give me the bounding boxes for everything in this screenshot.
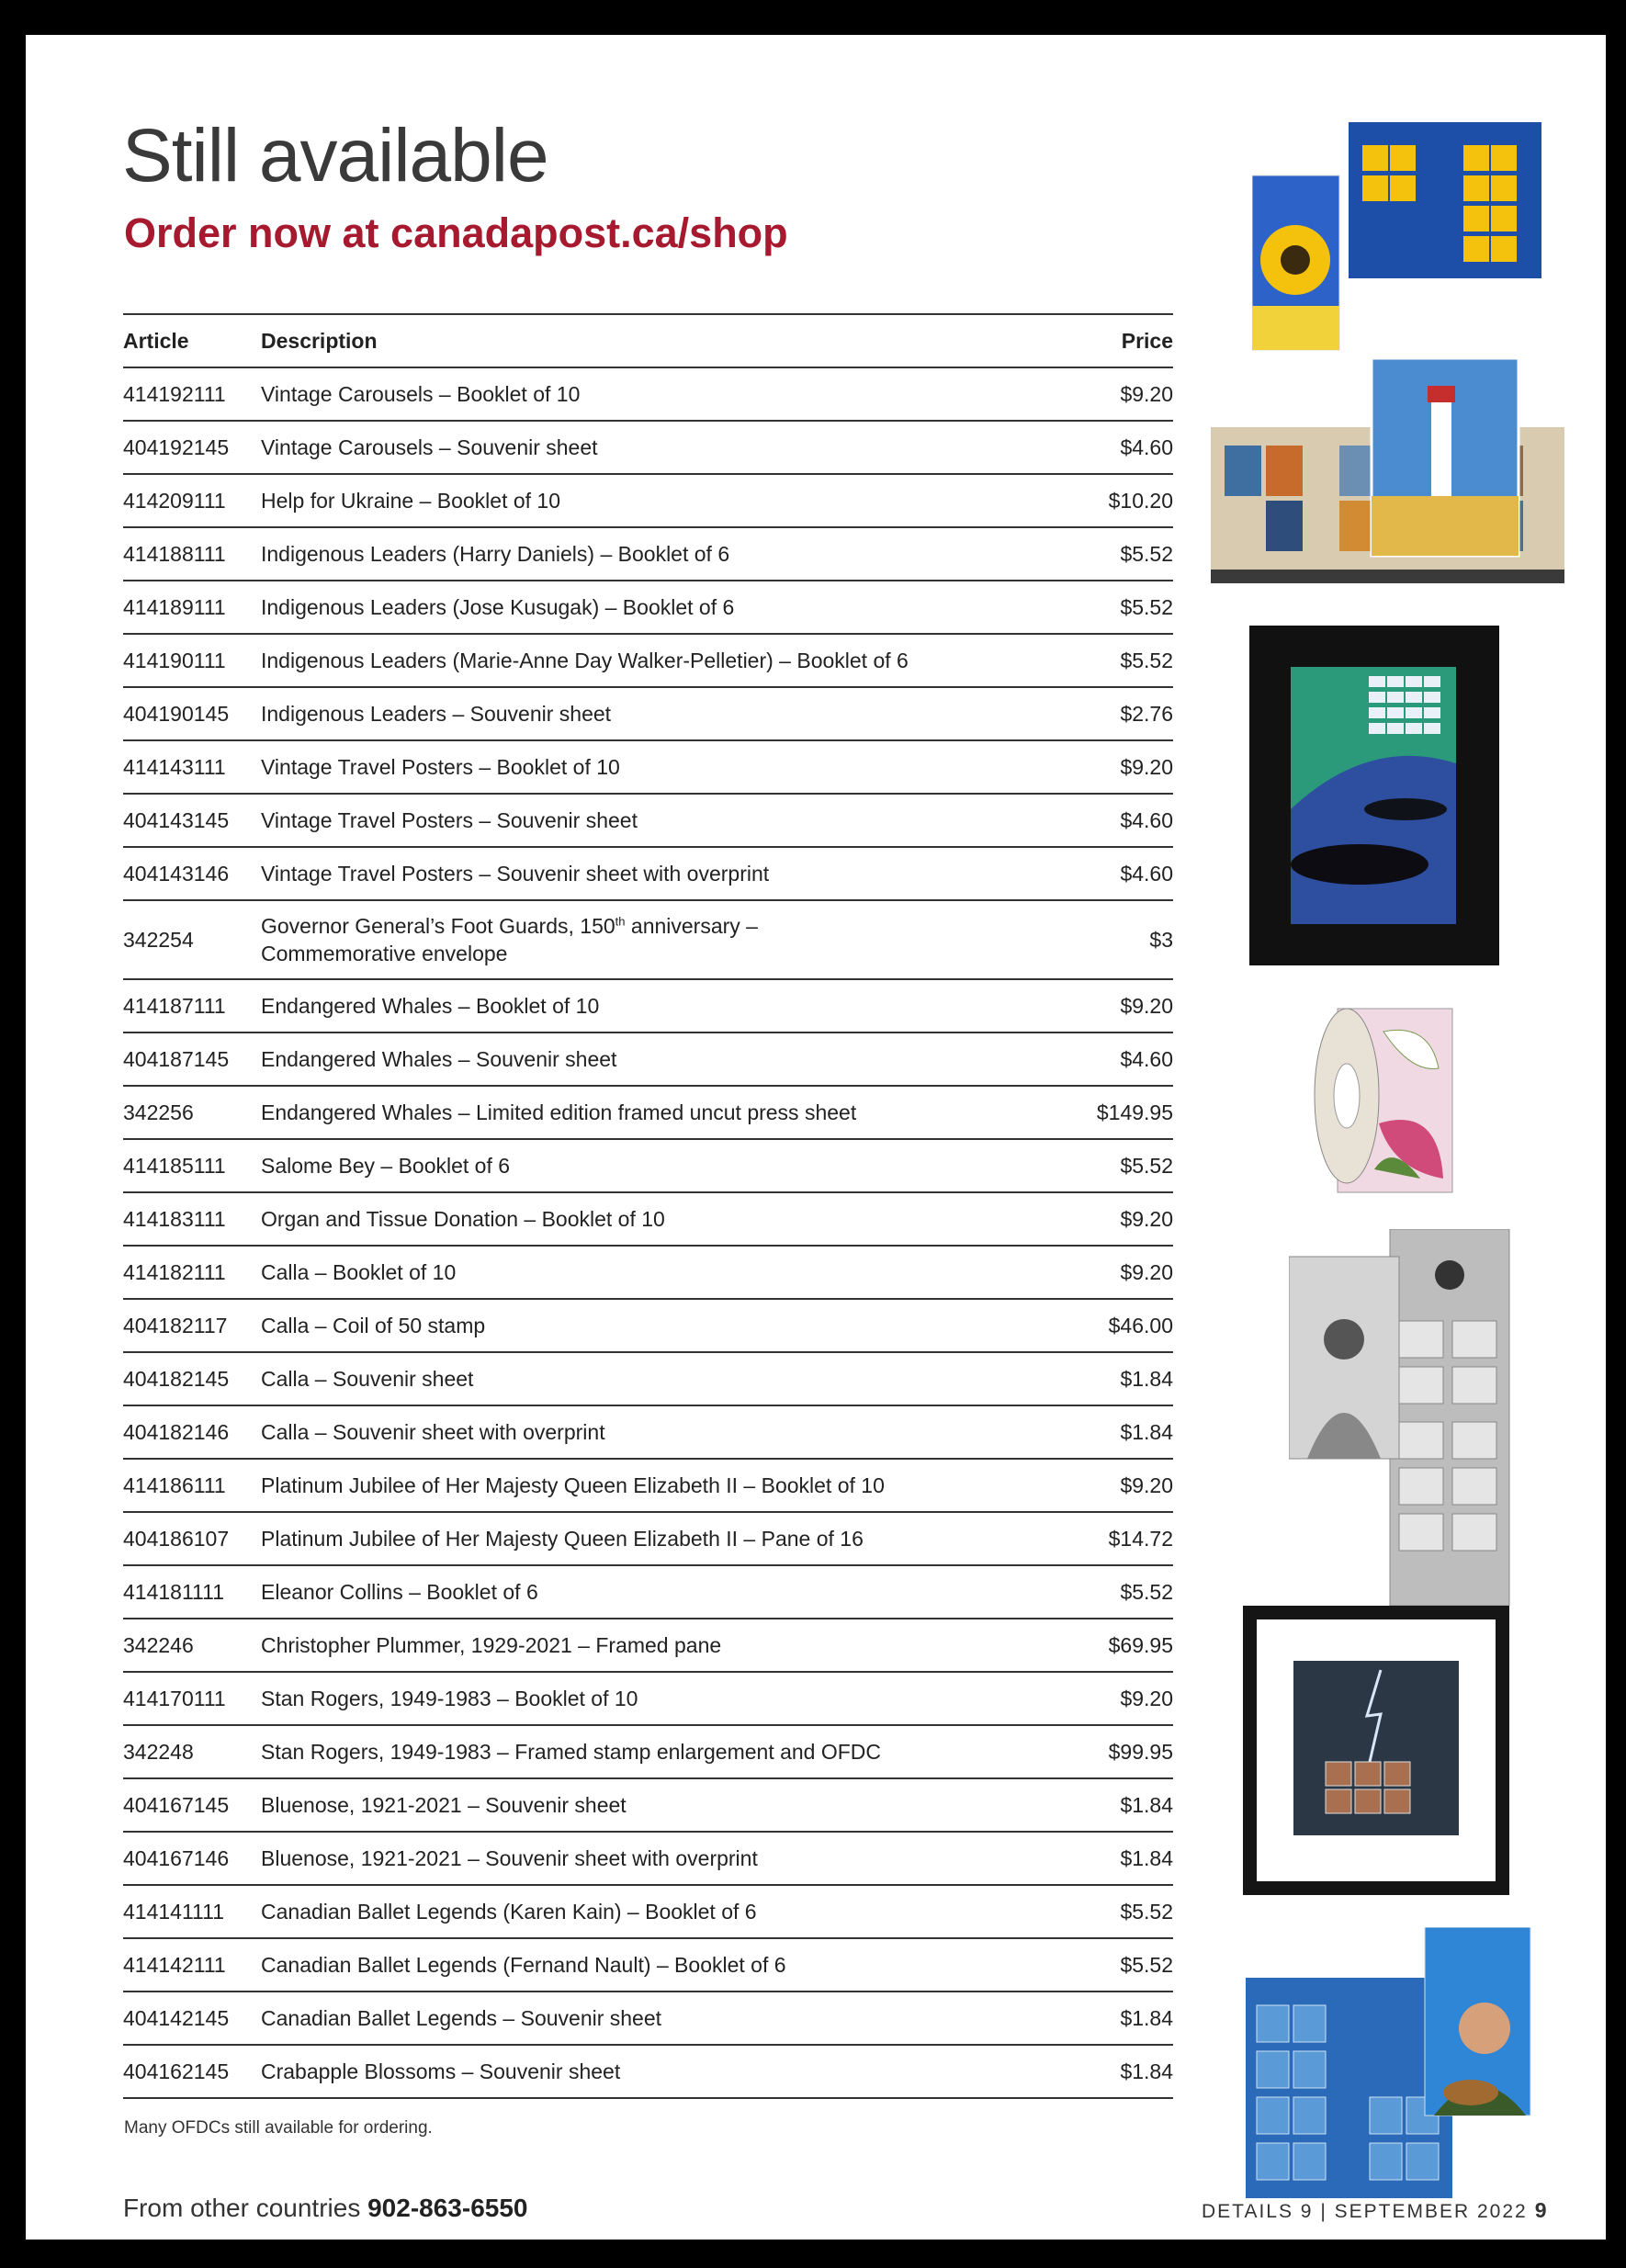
- column-header-article: Article: [123, 315, 261, 367]
- price-cell: $1.84: [1054, 2045, 1173, 2098]
- table-row: [123, 527, 1173, 581]
- price-cell: $2.76: [1054, 687, 1173, 740]
- description-cell: Vintage Carousels – Souvenir sheet: [261, 421, 1054, 474]
- table-row: [123, 1405, 1173, 1459]
- footer-phone-number: 902-863-6550: [367, 2194, 528, 2222]
- description-text: Governor General’s Foot Guards, 150: [261, 914, 615, 938]
- article-cell: 414187111: [123, 979, 261, 1032]
- table-row: [123, 900, 1173, 979]
- table-row: [123, 1885, 1173, 1938]
- description-cell: Bluenose, 1921-2021 – Souvenir sheet with overprint: [261, 1832, 1054, 1885]
- article-cell: 414182111: [123, 1246, 261, 1299]
- article-cell: 414183111: [123, 1192, 261, 1246]
- price-cell: $99.95: [1054, 1725, 1173, 1778]
- article-cell: 414185111: [123, 1139, 261, 1192]
- article-cell: 414189111: [123, 581, 261, 634]
- table-row: [123, 1565, 1173, 1619]
- description-cell: Endangered Whales – Booklet of 10: [261, 979, 1054, 1032]
- table-body: [123, 367, 1173, 2098]
- description-cell: Indigenous Leaders (Marie-Anne Day Walker-Pelletier) – Booklet of 6: [261, 634, 1054, 687]
- description-cell: Platinum Jubilee of Her Majesty Queen Elizabeth II – Booklet of 10: [261, 1459, 1054, 1512]
- price-cell: $5.52: [1054, 1139, 1173, 1192]
- description-cell: Calla – Booklet of 10: [261, 1246, 1054, 1299]
- table-header-row: [123, 315, 1173, 367]
- price-cell: $3: [1054, 900, 1173, 979]
- article-cell: 414188111: [123, 527, 261, 581]
- price-cell: $9.20: [1054, 979, 1173, 1032]
- table-row: [123, 979, 1173, 1032]
- price-cell: $5.52: [1054, 581, 1173, 634]
- table-row: [123, 1299, 1173, 1352]
- table-row: [123, 474, 1173, 527]
- table-row: [123, 1032, 1173, 1086]
- table-row: [123, 687, 1173, 740]
- price-cell: $5.52: [1054, 634, 1173, 687]
- table-row: [123, 1352, 1173, 1405]
- description-cell: Calla – Souvenir sheet: [261, 1352, 1054, 1405]
- article-cell: 404167146: [123, 1832, 261, 1885]
- table-row: [123, 1086, 1173, 1139]
- footer-issue-label: DETAILS 9 | SEPTEMBER 2022: [1202, 2201, 1528, 2222]
- ofdc-note: Many OFDCs still available for ordering.: [124, 2118, 433, 2138]
- article-cell: 404162145: [123, 2045, 261, 2098]
- description-cell: Organ and Tissue Donation – Booklet of 10: [261, 1192, 1054, 1246]
- price-cell: $5.52: [1054, 527, 1173, 581]
- price-cell: $9.20: [1054, 1459, 1173, 1512]
- page: [26, 35, 1606, 2240]
- description-cell: Platinum Jubilee of Her Majesty Queen Elizabeth II – Pane of 16: [261, 1512, 1054, 1565]
- price-cell: $9.20: [1054, 740, 1173, 794]
- vintage-travel-posters-image: [1211, 358, 1569, 592]
- article-cell: 414192111: [123, 367, 261, 421]
- table-row: [123, 1512, 1173, 1565]
- price-cell: $69.95: [1054, 1619, 1173, 1672]
- article-cell: 414181111: [123, 1565, 261, 1619]
- footer-phone-label: From other countries: [123, 2194, 368, 2222]
- article-cell: 404143145: [123, 794, 261, 847]
- description-cell: Calla – Coil of 50 stamp: [261, 1299, 1054, 1352]
- calla-coil-image: [1310, 1004, 1457, 1197]
- description-text: anniversary –: [625, 914, 758, 938]
- price-cell: $4.60: [1054, 847, 1173, 900]
- table-row: [123, 634, 1173, 687]
- table-row: [123, 794, 1173, 847]
- description-cell: Canadian Ballet Legends (Karen Kain) – Booklet of 6: [261, 1885, 1054, 1938]
- price-cell: $9.20: [1054, 1672, 1173, 1725]
- article-cell: 404182117: [123, 1299, 261, 1352]
- price-cell: $14.72: [1054, 1512, 1173, 1565]
- description-cell: Vintage Travel Posters – Souvenir sheet: [261, 794, 1054, 847]
- description-cell: Endangered Whales – Souvenir sheet: [261, 1032, 1054, 1086]
- ukraine-sunflower-stamps-image: [1252, 122, 1546, 361]
- table-row: [123, 1778, 1173, 1832]
- article-cell: 404182146: [123, 1405, 261, 1459]
- article-cell: 414141111: [123, 1885, 261, 1938]
- description-cell: Stan Rogers, 1949-1983 – Framed stamp enlargement and OFDC: [261, 1725, 1054, 1778]
- table-row: [123, 1619, 1173, 1672]
- price-cell: $5.52: [1054, 1565, 1173, 1619]
- description-cell: Eleanor Collins – Booklet of 6: [261, 1565, 1054, 1619]
- column-header-price: Price: [1054, 315, 1173, 367]
- article-cell: 404190145: [123, 687, 261, 740]
- description-cell: Christopher Plummer, 1929-2021 – Framed pane: [261, 1619, 1054, 1672]
- column-header-description: Description: [261, 315, 1054, 367]
- price-cell: $1.84: [1054, 1778, 1173, 1832]
- table-row: [123, 1832, 1173, 1885]
- article-cell: 404186107: [123, 1512, 261, 1565]
- table-row: [123, 1672, 1173, 1725]
- table-row: [123, 1459, 1173, 1512]
- table-row: [123, 581, 1173, 634]
- price-cell: $10.20: [1054, 474, 1173, 527]
- description-cell: Indigenous Leaders (Harry Daniels) – Booklet of 6: [261, 527, 1054, 581]
- table-row: [123, 1938, 1173, 1992]
- description-cell: Vintage Travel Posters – Booklet of 10: [261, 740, 1054, 794]
- price-cell: $4.60: [1054, 1032, 1173, 1086]
- article-cell: 404187145: [123, 1032, 261, 1086]
- article-cell: 414142111: [123, 1938, 261, 1992]
- price-cell: $9.20: [1054, 1192, 1173, 1246]
- description-cell: Indigenous Leaders – Souvenir sheet: [261, 687, 1054, 740]
- table-row: [123, 1139, 1173, 1192]
- footer-phone: [123, 2194, 527, 2223]
- article-cell: 414143111: [123, 740, 261, 794]
- article-cell: 342256: [123, 1086, 261, 1139]
- price-cell: $1.84: [1054, 1992, 1173, 2045]
- description-cell: Calla – Souvenir sheet with overprint: [261, 1405, 1054, 1459]
- price-cell: $5.52: [1054, 1885, 1173, 1938]
- price-cell: $9.20: [1054, 367, 1173, 421]
- page-subtitle: Order now at canadapost.ca/shop: [124, 209, 788, 256]
- article-cell: 404167145: [123, 1778, 261, 1832]
- table-row: [123, 2045, 1173, 2098]
- table-row: [123, 1246, 1173, 1299]
- article-cell: 342254: [123, 900, 261, 979]
- table-row: [123, 740, 1173, 794]
- description-cell: Indigenous Leaders (Jose Kusugak) – Booklet of 6: [261, 581, 1054, 634]
- table-row: [123, 847, 1173, 900]
- description-cell: Bluenose, 1921-2021 – Souvenir sheet: [261, 1778, 1054, 1832]
- price-cell: $9.20: [1054, 1246, 1173, 1299]
- article-cell: 414190111: [123, 634, 261, 687]
- description-cell: Vintage Carousels – Booklet of 10: [261, 367, 1054, 421]
- description-cell: Salome Bey – Booklet of 6: [261, 1139, 1054, 1192]
- endangered-whales-framed-sheet-image: [1249, 626, 1499, 965]
- price-cell: $1.84: [1054, 1832, 1173, 1885]
- christopher-plummer-framed-pane-image: [1243, 1606, 1509, 1895]
- article-cell: 404143146: [123, 847, 261, 900]
- article-cell: 342248: [123, 1725, 261, 1778]
- description-cell: Canadian Ballet Legends – Souvenir sheet: [261, 1992, 1054, 2045]
- price-cell: $1.84: [1054, 1405, 1173, 1459]
- description-cell: Stan Rogers, 1949-1983 – Booklet of 10: [261, 1672, 1054, 1725]
- description-cell: Canadian Ballet Legends (Fernand Nault) – Booklet of 6: [261, 1938, 1054, 1992]
- table-row: [123, 367, 1173, 421]
- article-cell: 404182145: [123, 1352, 261, 1405]
- table-row: [123, 421, 1173, 474]
- ordinal-suffix: th: [615, 914, 626, 929]
- article-cell: 414209111: [123, 474, 261, 527]
- article-cell: 404192145: [123, 421, 261, 474]
- description-cell: Crabapple Blossoms – Souvenir sheet: [261, 2045, 1054, 2098]
- table-row: [123, 1725, 1173, 1778]
- price-cell: $4.60: [1054, 794, 1173, 847]
- price-cell: $1.84: [1054, 1352, 1173, 1405]
- article-cell: 404142145: [123, 1992, 261, 2045]
- article-cell: 414186111: [123, 1459, 261, 1512]
- price-cell: $5.52: [1054, 1938, 1173, 1992]
- article-cell: 414170111: [123, 1672, 261, 1725]
- table-row: [123, 1192, 1173, 1246]
- price-cell: $149.95: [1054, 1086, 1173, 1139]
- description-cell: [261, 900, 1054, 979]
- description-cell: Help for Ukraine – Booklet of 10: [261, 474, 1054, 527]
- description-text-line2: Commemorative envelope: [261, 942, 508, 965]
- platinum-jubilee-stamps-image: [1289, 1229, 1514, 1606]
- stan-rogers-stamps-image: [1246, 1927, 1540, 2203]
- page-title: Still available: [122, 114, 548, 197]
- table-row: [123, 1992, 1173, 2045]
- price-cell: $46.00: [1054, 1299, 1173, 1352]
- page-number: 9: [1534, 2198, 1547, 2222]
- products-table: [123, 313, 1173, 2099]
- description-cell: Endangered Whales – Limited edition framed uncut press sheet: [261, 1086, 1054, 1139]
- article-cell: 342246: [123, 1619, 261, 1672]
- price-cell: $4.60: [1054, 421, 1173, 474]
- description-cell: Vintage Travel Posters – Souvenir sheet with overprint: [261, 847, 1054, 900]
